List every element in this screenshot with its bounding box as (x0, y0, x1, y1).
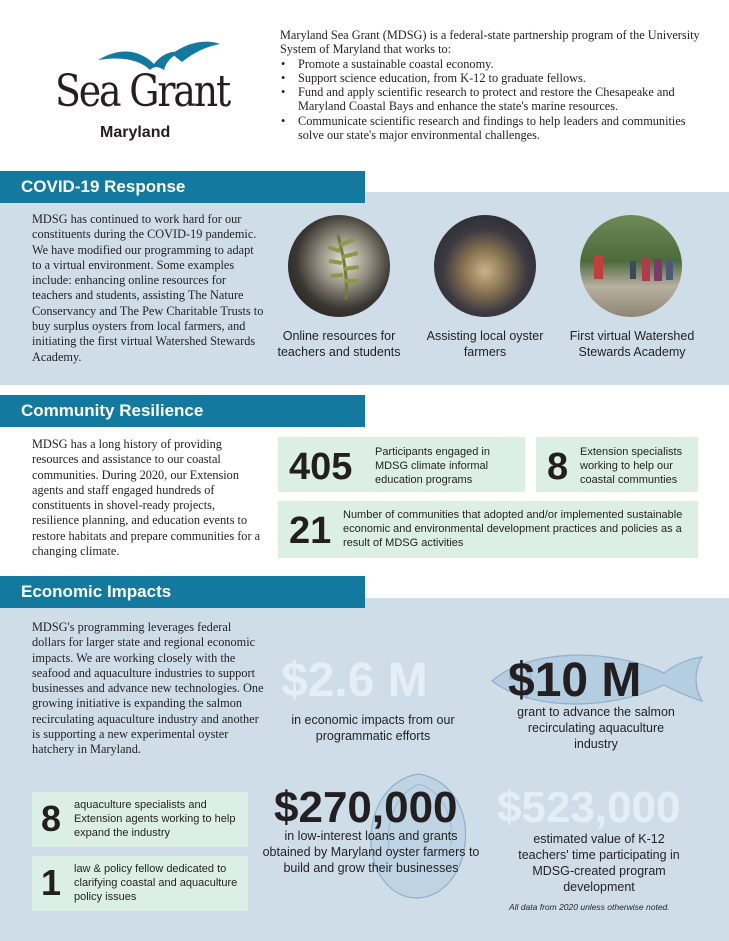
stat-description: Participants engaged in MDSG climate informal education programs (375, 446, 490, 486)
stat-value: 405 (289, 446, 353, 488)
sea-grant-logo (52, 40, 230, 150)
covid-section-title: COVID-19 Response (0, 171, 365, 203)
impact-value: $523,000 (497, 783, 681, 832)
people-outdoors-icon (580, 215, 682, 317)
stat-description: aquaculture specialists and Extension agents working to help expand the industry (74, 799, 236, 839)
stat-card (32, 792, 248, 847)
stat-value: 21 (289, 510, 332, 552)
impact-value: $2.6 M (281, 654, 428, 707)
stat-card (32, 856, 248, 911)
intro-text (280, 28, 710, 142)
impact-description: in economic impacts from our programmatic efforts (291, 713, 455, 743)
logo-subtitle: Maryland (100, 124, 171, 141)
photo-caption: Online resources for teachers and students (277, 329, 401, 359)
intro-bullet: • Communicate scientific research and findings to help leaders and communities solve our state's major environmental challenges. (280, 114, 710, 143)
stat-card (278, 501, 698, 558)
intro-paragraph: Maryland Sea Grant (MDSG) is a federal-state partnership program of the University System of Maryland that works to: (280, 28, 700, 57)
intro-bullet-list (280, 57, 710, 143)
stat-description: Number of communities that adopted and/or implemented sustainable economic and environmental development practices and policies as a result of MDSG activities (343, 509, 683, 549)
impact-description: grant to advance the salmon recirculating aquaculture industry (517, 705, 675, 751)
economic-section-title: Economic Impacts (0, 576, 365, 608)
stat-value: 8 (41, 798, 62, 839)
fern-leaf-icon (288, 215, 390, 317)
covid-body-text: MDSG has continued to work hard for our constituents during the COVID-19 pandemic. We have modified our programming to adapt to a virtual environment. Some examples include: enhancing online resources for teachers and students, assisting The Nature Conservancy and The Pew Charitable Trusts to buy surplus oysters from local farmers, and initiating the first virtual Watershed Stewards Academy. (32, 212, 264, 364)
stat-value: 1 (41, 862, 62, 903)
stat-value: 8 (547, 446, 569, 488)
data-footnote: All data from 2020 unless otherwise noted. (509, 902, 670, 912)
photo-caption: First virtual Watershed Stewards Academy (569, 329, 695, 359)
impact-value: $10 M (508, 654, 642, 707)
intro-bullet: • Fund and apply scientific research to protect and restore the Chesapeake and Maryland Coastal Bays and enhance the state's marine resources. (280, 85, 710, 114)
impact-description: estimated value of K-12 teachers' time participating in MDSG-created program development (518, 832, 680, 894)
online-resources-photo (288, 215, 390, 317)
impact-description: in low-interest loans and grants obtained by Maryland oyster farmers to build and grow their businesses (262, 829, 480, 875)
economic-body-text: MDSG's programming leverages federal dollars for larger state and regional economic impacts. We are working closely with the seafood and aquaculture industries to support businesses and advance new technologies. One growing initiative is expanding the salmon recirculating aquaculture industry and another is supporting a new experimental oyster hatchery in Maryland. (32, 620, 264, 757)
stat-card (278, 437, 525, 492)
stat-description: Extension specialists working to help our coastal communties (580, 446, 683, 486)
stat-card (536, 437, 698, 492)
photo-caption: Assisting local oyster farmers (426, 329, 544, 359)
oyster-photo (434, 215, 536, 317)
community-section-title: Community Resilience (0, 395, 365, 427)
impact-value: $270,000 (274, 783, 458, 832)
intro-bullet: • Support science education, from K-12 to graduate fellows. (280, 71, 710, 85)
logo-wordmark: Sea Grant (55, 66, 230, 117)
watershed-academy-photo (580, 215, 682, 317)
community-body-text: MDSG has a long history of providing resources and assistance to our coastal communities. During 2020, our Extension agents and staff engaged hundreds of constituents in shovel-ready projects, resilience planning, and education events to restore habitats and prepare communities for a changing climate. (32, 437, 261, 559)
stat-description: law & policy fellow dedicated to clarifying coastal and aquaculture policy issues (74, 863, 238, 903)
intro-bullet: • Promote a sustainable coastal economy. (280, 57, 710, 71)
